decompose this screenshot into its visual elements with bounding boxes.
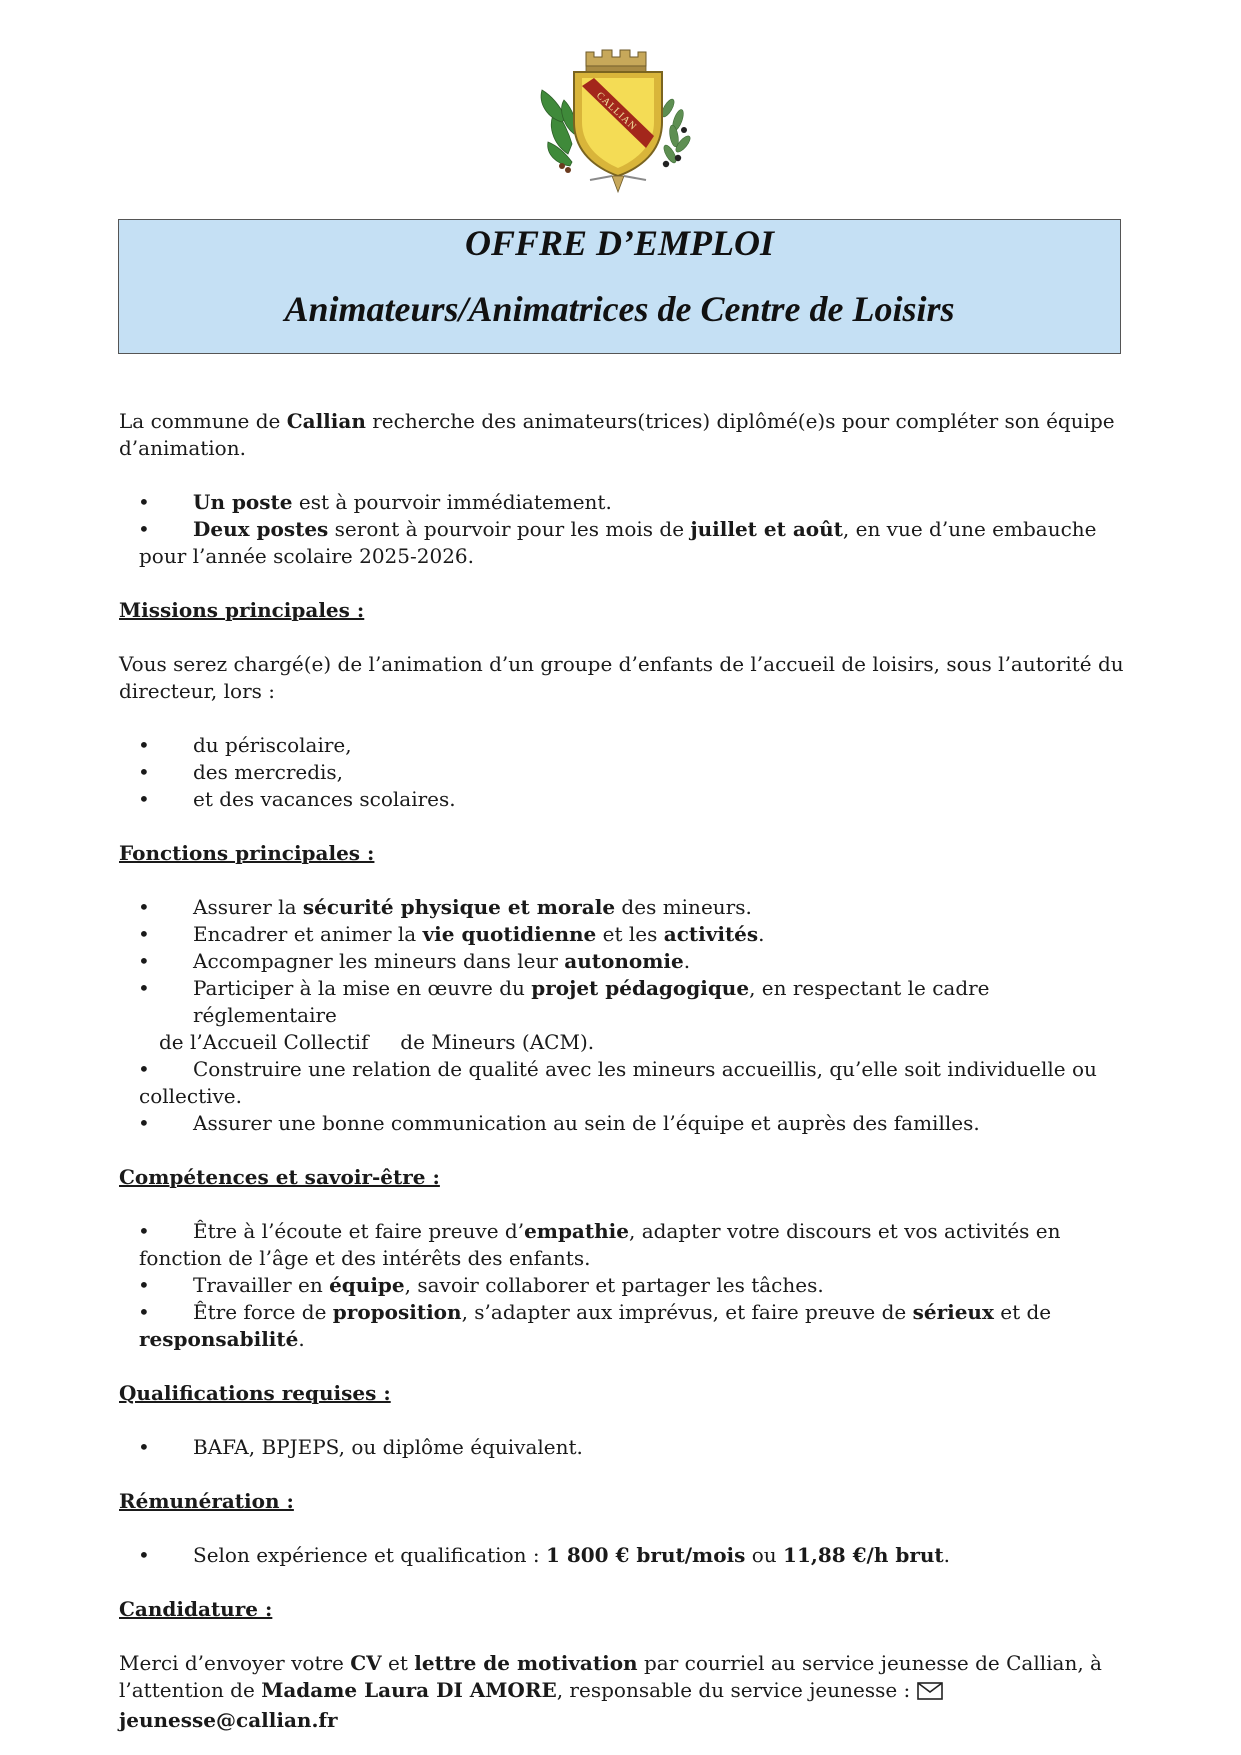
page-title: OFFRE D’EMPLOI: [464, 223, 775, 263]
list-item: • du périscolaire,: [119, 732, 1129, 759]
remuneration-list: [119, 1542, 1129, 1569]
candidature-text: Merci d’envoyer votre CV et lettre de motivation par courriel au service jeunesse de Callian, à l’attention de Madame Laura DI AMORE, responsable du service jeunesse : jeunesse@callian.fr: [119, 1651, 1102, 1732]
missions-heading: Missions principales :: [119, 598, 365, 622]
list-item: • Travailler en équipe, savoir collaborer et partager les tâches.: [119, 1272, 1129, 1299]
list-item: • Assurer la sécurité physique et morale des mineurs.: [119, 894, 1129, 921]
list-item: • Construire une relation de qualité avec les mineurs accueillis, qu’elle soit individuelle ou collective.: [119, 1056, 1129, 1110]
list-item: • Être force de proposition, s’adapter aux imprévus, et faire preuve de sérieux et de responsabilité.: [119, 1299, 1129, 1353]
postes-list: [119, 489, 1129, 570]
qualifications-list: [119, 1434, 1129, 1461]
callian-crest-logo: [528, 44, 708, 194]
list-item: • BAFA, BPJEPS, ou diplôme équivalent.: [119, 1434, 1129, 1461]
list-item: • Encadrer et animer la vie quotidienne et les activités.: [119, 921, 1129, 948]
list-item: • Participer à la mise en œuvre du projet pédagogique, en respectant le cadre réglementaire de l’Accueil Collectif de Mineurs (ACM).: [119, 975, 1129, 1056]
svg-text:CALLIAN: CALLIAN: [593, 90, 639, 133]
list-item: • Être à l’écoute et faire preuve d’empathie, adapter votre discours et vos activités en fonction de l’âge et des intérêts des enfants.: [119, 1218, 1129, 1272]
competences-heading: Compétences et savoir-être :: [119, 1165, 440, 1189]
page-subtitle: Animateurs/Animatrices de Centre de Loisirs: [284, 289, 955, 329]
envelope-icon: [917, 1680, 943, 1707]
qualifications-heading: Qualifications requises :: [119, 1381, 391, 1405]
fonctions-list: [119, 894, 1129, 1137]
candidature-heading: Candidature :: [119, 1597, 273, 1621]
document-body: [119, 408, 1129, 1734]
list-item: • Deux postes seront à pourvoir pour les mois de juillet et août, en vue d’une embauche pour l’année scolaire 2025-2026.: [119, 516, 1129, 570]
missions-list: [119, 732, 1129, 813]
list-item: • Selon expérience et qualification : 1 800 € brut/mois ou 11,88 €/h brut.: [119, 1542, 1129, 1569]
list-item: • Accompagner les mineurs dans leur autonomie.: [119, 948, 1129, 975]
list-item: • des mercredis,: [119, 759, 1129, 786]
remuneration-heading: Rémunération :: [119, 1489, 294, 1513]
email-link[interactable]: jeunesse@callian.fr: [119, 1708, 338, 1732]
competences-list: [119, 1218, 1129, 1353]
intro-paragraph: La commune de Callian recherche des animateurs(trices) diplômé(e)s pour compléter son équipe d’animation.: [119, 409, 1115, 460]
fonctions-heading: Fonctions principales :: [119, 841, 375, 865]
list-item: • Assurer une bonne communication au sein de l’équipe et auprès des familles.: [119, 1110, 1129, 1137]
list-item: • Un poste est à pourvoir immédiatement.: [119, 489, 1129, 516]
missions-text: Vous serez chargé(e) de l’animation d’un groupe d’enfants de l’accueil de loisirs, sous l’autorité du directeur, lors :: [119, 652, 1124, 703]
list-item: • et des vacances scolaires.: [119, 786, 1129, 813]
header-box: [118, 219, 1121, 354]
